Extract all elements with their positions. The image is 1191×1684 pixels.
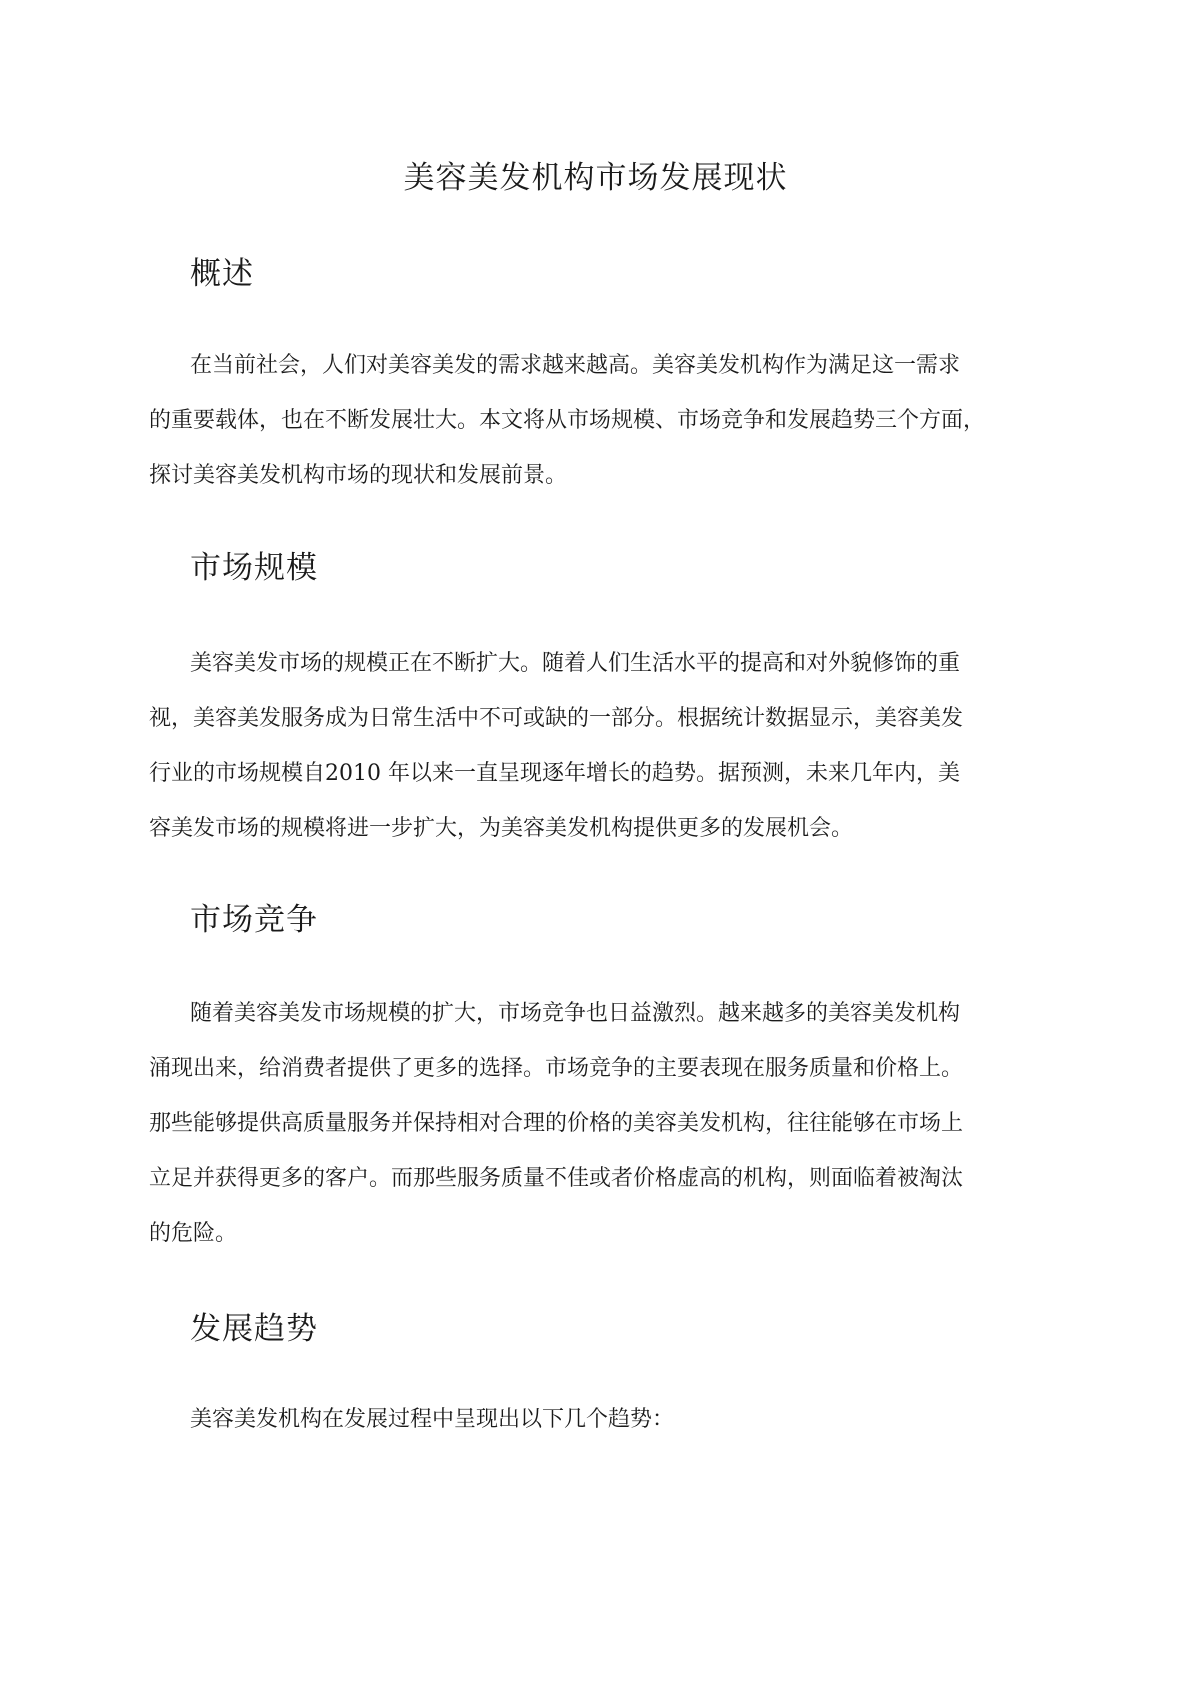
section-heading-development-trends: 发展趋势 [190,1311,318,1347]
paragraph-line: 那些能够提供高质量服务并保持相对合理的价格的美容美发机构，往往能够在市场上 [149,1111,964,1136]
paragraph-line: 的重要载体，也在不断发展壮大。本文将从市场规模、市场竞争和发展趋势三个方面， [149,408,986,433]
paragraph-line: 探讨美容美发机构市场的现状和发展前景。 [149,463,568,488]
paragraph-line: 随着美容美发市场规模的扩大，市场竞争也日益激烈。越来越多的美容美发机构 [190,1001,961,1026]
paragraph-line: 行业的市场规模自2010 年以来一直呈现逐年增长的趋势。据预测，未来几年内，美 [149,761,960,786]
paragraph-line: 美容美发机构在发展过程中呈现出以下几个趋势： [190,1407,675,1432]
paragraph-line: 视，美容美发服务成为日常生活中不可或缺的一部分。根据统计数据显示，美容美发 [149,706,964,731]
section-paragraph-market-competition [149,986,1049,1261]
paragraph-line: 的危险。 [149,1221,238,1246]
section-heading-overview: 概述 [190,256,254,292]
section-paragraph-overview [149,338,1049,503]
paragraph-line: 在当前社会，人们对美容美发的需求越来越高。美容美发机构作为满足这一需求 [190,353,961,378]
paragraph-line: 容美发市场的规模将进一步扩大，为美容美发机构提供更多的发展机会。 [149,816,854,841]
document-title: 美容美发机构市场发展现状 [403,160,788,196]
section-heading-market-competition: 市场竞争 [190,902,318,938]
section-paragraph-market-size [149,636,1049,856]
section-heading-market-size: 市场规模 [190,550,318,586]
section-paragraph-development-trends [149,1392,1049,1447]
paragraph-line: 涌现出来，给消费者提供了更多的选择。市场竞争的主要表现在服务质量和价格上。 [149,1056,964,1081]
paragraph-line: 立足并获得更多的客户。而那些服务质量不佳或者价格虚高的机构，则面临着被淘汰 [149,1166,964,1191]
paragraph-line: 美容美发市场的规模正在不断扩大。随着人们生活水平的提高和对外貌修饰的重 [190,651,961,676]
